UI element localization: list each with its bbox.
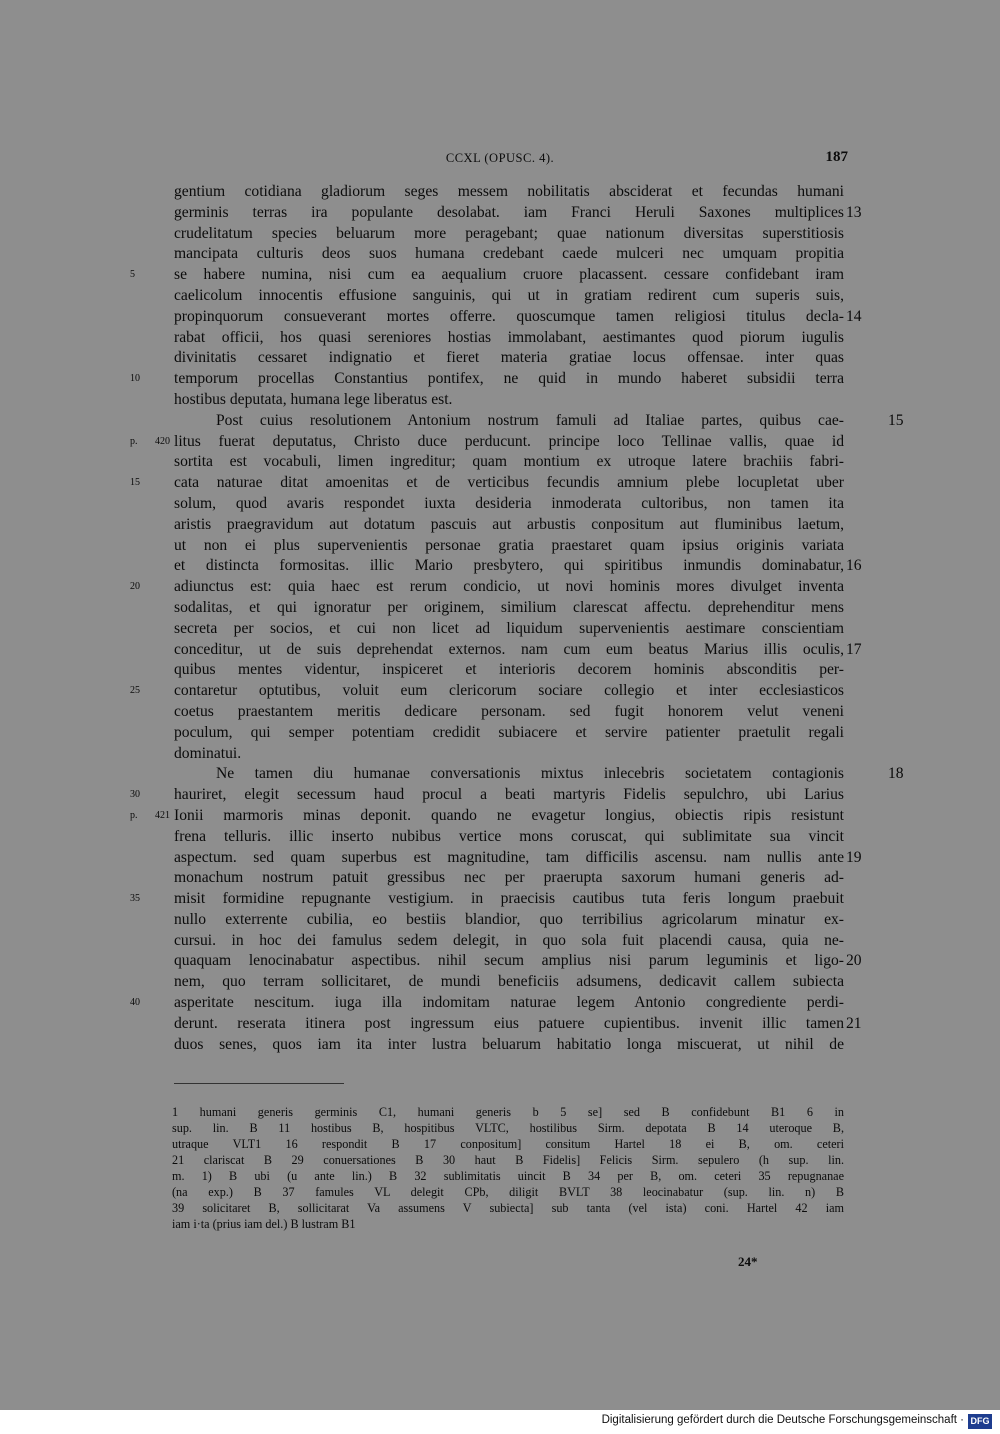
- text-line-content: frena telluris. illic inserto nubibus vertice mons coruscat, qui sublimitate sua vincit: [174, 827, 844, 845]
- text-line: [174, 286, 844, 307]
- text-line-content: nullo exterrente cubilia, eo bestiis blandior, quo terribilius agricolarum minatur ex-: [174, 910, 844, 928]
- text-line: [130, 265, 844, 286]
- text-line-content: et distincta formositas. illic Mario presbytero, qui spiritibus inmundis dominabatur,: [174, 557, 844, 575]
- text-line: [130, 785, 844, 806]
- apparatus-line: utraque VLT1 16 respondit B 17 conpositum] consitum Hartel 18 ei B, om. ceteri: [172, 1137, 844, 1151]
- line-number: 20: [130, 581, 140, 593]
- text-line-content: derunt. reserata itinera post ingressum eius patuere cupientibus. invenit illic tamen: [174, 1014, 844, 1032]
- page-number: 187: [825, 149, 848, 165]
- line-number: 25: [130, 685, 140, 697]
- text-line-content: adiunctus est: quia haec est rerum condicio, ut novi hominis mores divulget inventa: [174, 578, 844, 596]
- line-number: 30: [130, 789, 140, 801]
- apparatus-line: (na exp.) B 37 famules VL delegit CPb, diligit BVLT 38 leocinabatur (sup. lin. n) B: [172, 1185, 844, 1199]
- text-line: [130, 889, 844, 910]
- text-line: [174, 868, 844, 889]
- text-line: [130, 432, 844, 453]
- text-line-content: ut non ei plus supervenientis personae gratia praestaret quam ipsius originis variata: [174, 536, 844, 554]
- chapter-number: 15: [888, 411, 904, 429]
- running-title: CCXL (OPUSC. 4).: [445, 151, 555, 165]
- line-number: 10: [130, 373, 140, 385]
- text-line-content: hauriret, elegit secessum haud procul a beati martyris Fidelis sepulchro, ubi Larius: [174, 786, 844, 804]
- text-line-content: Post cuius resolutionem Antonium nostrum famuli ad Italiae partes, quibus cae-: [216, 411, 844, 429]
- footnote-rule: [174, 1083, 344, 1084]
- text-line: [174, 348, 844, 369]
- text-line-content: misit formidine repugnante vestigium. in praecisis cautibus tuta feris longum praebuit: [174, 890, 844, 908]
- text-line-content: quibus mentes videntur, inspiceret et interioris decorem hominis absconditis per-: [174, 661, 844, 679]
- apparatus-line: 1 humani generis germinis C1, humani generis b 5 se] sed B confidebunt B1 6 in: [172, 1105, 844, 1119]
- text-line-content: germinis terras ira populante desolabat. iam Franci Heruli Saxones multiplices: [174, 203, 844, 221]
- text-line: [174, 494, 844, 515]
- text-line-content: hostibus deputata, humana lege liberatus est.: [174, 390, 453, 408]
- text-line: [174, 452, 844, 473]
- text-line-content: Ne tamen diu humanae conversationis mixtus inlecebris societatem contagionis: [216, 765, 844, 783]
- text-line: [174, 619, 844, 640]
- text-line-content: divinitatis cessaret indignatio et fieret materia gratiae locus offensae. inter quas: [174, 349, 844, 367]
- text-line: [174, 307, 862, 328]
- text-line: [174, 390, 844, 411]
- text-line: [174, 1035, 844, 1056]
- line-number: p. 421: [130, 809, 170, 821]
- apparatus-line: sup. lin. B 11 hostibus B, hospitibus VLTC, hostilibus Sirm. depotata B 14 uteroque B,: [172, 1121, 844, 1135]
- dfg-logo-icon: DFG: [968, 1414, 992, 1429]
- text-line-content: sodalitas, et qui ignoratur per originem, similium clarescat affectu. deprehenditur mens: [174, 598, 844, 616]
- text-line-content: cata naturae ditat amoenitas et de verticibus fecundis amnium plebe locupletat uber: [174, 474, 844, 492]
- text-line: [174, 640, 862, 661]
- text-line: [174, 556, 862, 577]
- text-line: [130, 993, 844, 1014]
- text-line: [174, 328, 844, 349]
- text-line: [174, 598, 844, 619]
- footer-bar: [0, 1410, 1000, 1434]
- chapter-number: 21: [846, 1014, 862, 1032]
- text-line-content: cursui. in hoc dei famulus sedem delegit, in quo sola fuit placendi causa, quia ne-: [174, 931, 844, 949]
- text-line: [174, 203, 862, 224]
- text-line: [174, 827, 844, 848]
- text-line-content: crudelitatum species beluarum more peragebant; quae nationum diversitas superstitiosis: [174, 224, 844, 242]
- text-line: [174, 702, 844, 723]
- apparatus-line: 39 solicitaret B, sollicitarat Va assumens V subiecta] sub tanta (vel ista) coni. Hartel 42 iam: [172, 1201, 844, 1215]
- line-number: p. 420: [130, 435, 170, 447]
- text-line: [174, 723, 844, 744]
- text-line-content: se habere numina, nisi cum ea aequalium cruore placassent. cessare confidebant iram: [174, 266, 844, 284]
- text-line-content: mancipata culturis deos suos humana credebant caede mulceri nec umquam propitia: [174, 245, 844, 263]
- text-line: [174, 660, 844, 681]
- text-line-content: monachum nostrum patuit gressibus nec per praerupta saxorum humani generis ad-: [174, 869, 844, 887]
- chapter-number: 20: [846, 952, 862, 970]
- text-line: [174, 951, 862, 972]
- text-line-content: asperitate nescitum. iuga illa indomitam naturae legem Antonio congrediente perdi-: [174, 994, 844, 1012]
- text-line: [174, 515, 844, 536]
- text-line-content: conceditur, ut de suis deprehendat externos. nam cum eum beatus Marius illis oculis,: [174, 640, 844, 658]
- main-text: [130, 182, 904, 1055]
- text-line: [174, 744, 844, 765]
- text-line-content: temporum procellas Constantius pontifex, ne quid in mundo haberet subsidii terra: [174, 370, 844, 388]
- text-line: [174, 764, 904, 785]
- text-line-content: duos senes, quos iam ita inter lustra beluarum habitatio longa miscuerat, ut nihil de: [174, 1035, 844, 1053]
- text-line-content: coetus praestantem meritis dedicare personam. sed fugit honorem velut veneni: [174, 702, 844, 720]
- text-line: [174, 972, 844, 993]
- text-line-content: caelicolum innocentis effusione sanguinis, qui ut in gratiam redirent cum superis suis,: [174, 286, 844, 304]
- apparatus-line: iam i·ta (prius iam del.) B lustram B1: [172, 1217, 356, 1231]
- line-number: 5: [130, 269, 135, 281]
- text-line: [130, 369, 844, 390]
- text-line: [174, 1014, 862, 1035]
- chapter-number: 16: [846, 557, 862, 575]
- text-line-content: aspectum. sed quam superbus est magnitudine, tam difficilis ascensu. nam nullis ante: [174, 848, 844, 866]
- text-line-content: poculum, qui semper potentiam credidit subiacere et servire patienter praetulit regali: [174, 723, 844, 741]
- text-line: [130, 577, 844, 598]
- text-line-content: litus fuerat deputatus, Christo duce perducunt. principe loco Tellinae vallis, quae id: [174, 432, 844, 450]
- text-line-content: dominatui.: [174, 744, 242, 762]
- text-line: [130, 473, 844, 494]
- chapter-number: 17: [846, 640, 862, 658]
- signature-mark: 24*: [738, 1254, 758, 1269]
- line-number: 35: [130, 893, 140, 905]
- critical-apparatus: [172, 1104, 844, 1232]
- text-line-content: aristis praegravidum aut dotatum pascuis aut arbustis conpositum aut fluminibus laetum,: [174, 515, 844, 533]
- text-line: [174, 536, 844, 557]
- apparatus-line: m. 1) B ubi (u ante lin.) B 32 sublimitatis uincit B 34 per B, om. ceteri 35 repugnanae: [172, 1169, 844, 1183]
- text-line-content: quaquam lenocinabatur aspectibus. nihil secum amplius nisi parum leguminis et ligo-: [174, 952, 844, 970]
- text-line: [174, 182, 844, 203]
- text-line-content: secreta per socios, et cui non licet ad liquidum supervenientis aestimare conscientiam: [174, 619, 844, 637]
- text-line-content: contaretur optutibus, voluit eum clericorum sociare collegio et inter ecclesiasticos: [174, 682, 844, 700]
- chapter-number: 18: [888, 765, 904, 783]
- text-line-content: solum, quod avaris respondet iuxta desideria inmoderata cultoribus, non tamen ita: [174, 494, 844, 512]
- text-line: [174, 244, 844, 265]
- text-line: [174, 931, 844, 952]
- text-line: [130, 681, 844, 702]
- text-line-content: gentium cotidiana gladiorum seges messem nobilitatis absciderat et fecundas humani: [174, 183, 844, 200]
- line-number: 15: [130, 477, 140, 489]
- text-line: [174, 411, 904, 432]
- apparatus-line: 21 clariscat B 29 conuersationes B 30 haut B Fidelis] Felicis Sirm. sepulero (h sup. lin.: [172, 1153, 844, 1167]
- text-line-content: nem, quo terram sollicitaret, de mundi beneficiis adsumens, dedicavit callem subiecta: [174, 973, 844, 991]
- line-number: 40: [130, 997, 140, 1009]
- text-line: [174, 910, 844, 931]
- text-line-content: rabat officii, hos quasi sereniores hostias immolabant, aestimantes quod piorum iugulis: [174, 328, 844, 346]
- text-line: [174, 224, 844, 245]
- chapter-number: 14: [846, 307, 862, 325]
- chapter-number: 19: [846, 848, 862, 866]
- text-line-content: sortita est vocabuli, limen ingreditur; quam montium ex utroque latere brachiis fabri-: [174, 453, 844, 471]
- footer-credit: Digitalisierung gefördert durch die Deutsche Forschungsgemeinschaft ·: [601, 1414, 964, 1426]
- chapter-number: 13: [846, 203, 862, 221]
- text-line: [174, 848, 862, 869]
- text-line-content: Ionii marmoris minas deponit. quando ne evagetur longius, obiectis ripis resistunt: [174, 806, 844, 824]
- text-line-content: propinquorum consueverant mortes offerre. quoscumque tamen religiosi titulus decla-: [174, 307, 844, 325]
- text-line: [130, 806, 844, 827]
